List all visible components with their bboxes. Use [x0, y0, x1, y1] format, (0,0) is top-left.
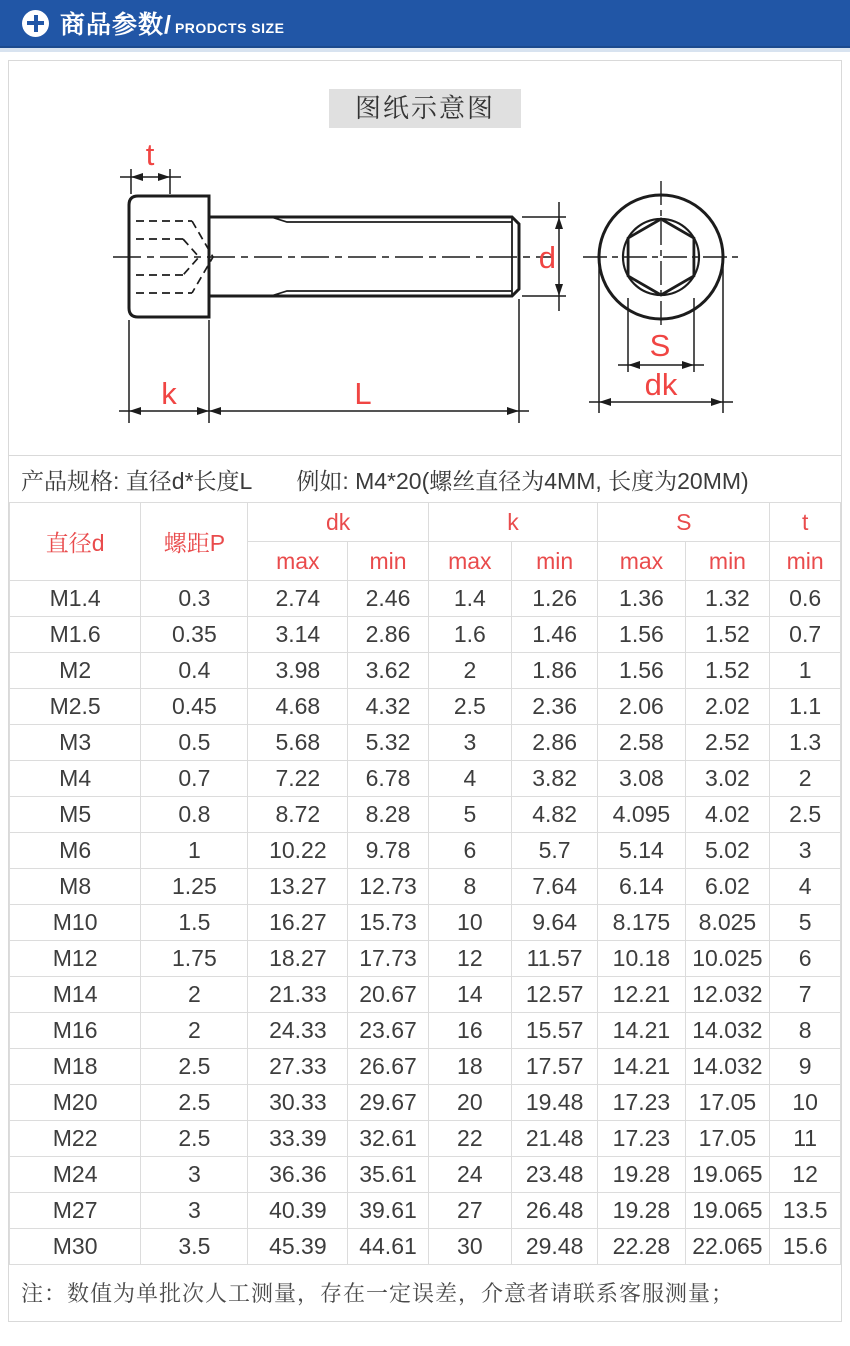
table-cell: M16 [10, 1013, 141, 1049]
table-cell: 12 [770, 1157, 841, 1193]
col-header-diameter: 直径d [10, 503, 141, 581]
table-cell: M20 [10, 1085, 141, 1121]
table-cell: 8 [428, 869, 511, 905]
table-cell: 17.73 [348, 941, 429, 977]
table-cell: 4.82 [511, 797, 597, 833]
table-cell: 2.06 [598, 689, 685, 725]
table-cell: 44.61 [348, 1229, 429, 1265]
table-cell: 1.86 [511, 653, 597, 689]
table-cell: 18 [428, 1049, 511, 1085]
table-cell: 12.032 [685, 977, 770, 1013]
table-cell: 10 [770, 1085, 841, 1121]
table-cell: 4 [770, 869, 841, 905]
col-header-t: t [770, 503, 841, 542]
table-cell: 1.3 [770, 725, 841, 761]
table-cell: 16.27 [248, 905, 348, 941]
table-cell: 1.56 [598, 617, 685, 653]
table-cell: 2.52 [685, 725, 770, 761]
table-cell: 6.14 [598, 869, 685, 905]
table-cell: 24.33 [248, 1013, 348, 1049]
subcol-s-min: min [685, 542, 770, 581]
table-cell: 5.32 [348, 725, 429, 761]
header-title-en: PRODCTS SIZE [174, 19, 285, 36]
subcol-dk-max: max [248, 542, 348, 581]
table-cell: 14.21 [598, 1013, 685, 1049]
table-row [10, 689, 841, 725]
table-cell: 40.39 [248, 1193, 348, 1229]
drawing-title: 图纸示意图 [329, 89, 521, 128]
table-cell: 4.68 [248, 689, 348, 725]
table-cell: 8 [770, 1013, 841, 1049]
table-cell: 3 [141, 1157, 248, 1193]
table-cell: 3.82 [511, 761, 597, 797]
table-cell: 9.78 [348, 833, 429, 869]
table-row [10, 1085, 841, 1121]
table-cell: 4 [428, 761, 511, 797]
table-cell: 6 [428, 833, 511, 869]
table-cell: 8.72 [248, 797, 348, 833]
table-cell: 5.14 [598, 833, 685, 869]
table-cell: 19.28 [598, 1157, 685, 1193]
table-cell: M18 [10, 1049, 141, 1085]
subcol-t-min: min [770, 542, 841, 581]
table-cell: 15.6 [770, 1229, 841, 1265]
table-row [10, 1229, 841, 1265]
table-cell: 20 [428, 1085, 511, 1121]
table-cell: 3 [428, 725, 511, 761]
table-cell: 1.26 [511, 581, 597, 617]
header-title-cn: 商品参数/ [60, 11, 172, 39]
table-cell: 21.33 [248, 977, 348, 1013]
table-cell: 6.02 [685, 869, 770, 905]
table-header [10, 503, 841, 581]
table-cell: 2.5 [428, 689, 511, 725]
table-cell: M5 [10, 797, 141, 833]
table-cell: 1.25 [141, 869, 248, 905]
table-cell: 2 [141, 977, 248, 1013]
table-cell: 22.28 [598, 1229, 685, 1265]
measurement-note: 注：数值为单批次人工测量，存在一定误差，介意者请联系客服测量； [21, 1281, 735, 1306]
table-cell: 2.36 [511, 689, 597, 725]
table-row [10, 617, 841, 653]
table-cell: 12 [428, 941, 511, 977]
table-cell: 17.23 [598, 1121, 685, 1157]
table-cell: 4.32 [348, 689, 429, 725]
table-cell: 1.36 [598, 581, 685, 617]
table-cell: 5 [770, 905, 841, 941]
table-cell: 6 [770, 941, 841, 977]
table-row [10, 1049, 841, 1085]
table-cell: 19.48 [511, 1085, 597, 1121]
table-cell: 30.33 [248, 1085, 348, 1121]
table-cell: 36.36 [248, 1157, 348, 1193]
table-cell: 4.095 [598, 797, 685, 833]
table-row [10, 1157, 841, 1193]
table-cell: 5.68 [248, 725, 348, 761]
table-row [10, 1121, 841, 1157]
table-cell: 1.5 [141, 905, 248, 941]
table-row [10, 1013, 841, 1049]
table-cell: 2.5 [141, 1085, 248, 1121]
table-cell: 24 [428, 1157, 511, 1193]
table-header-row-1 [10, 503, 841, 542]
table-cell: M8 [10, 869, 141, 905]
table-cell: 16 [428, 1013, 511, 1049]
table-row [10, 725, 841, 761]
table-cell: 14 [428, 977, 511, 1013]
table-cell: 5 [428, 797, 511, 833]
table-cell: 13.5 [770, 1193, 841, 1229]
table-cell: 5.02 [685, 833, 770, 869]
table-cell: 2 [141, 1013, 248, 1049]
table-cell: M6 [10, 833, 141, 869]
table-cell: 0.45 [141, 689, 248, 725]
table-cell: 1.56 [598, 653, 685, 689]
table-cell: 18.27 [248, 941, 348, 977]
screw-side-view [113, 196, 551, 317]
table-cell: 2.74 [248, 581, 348, 617]
table-cell: 10.18 [598, 941, 685, 977]
table-cell: 32.61 [348, 1121, 429, 1157]
table-cell: 3 [141, 1193, 248, 1229]
table-cell: 39.61 [348, 1193, 429, 1229]
dim-label-t: t [145, 137, 155, 172]
table-cell: 2.5 [141, 1121, 248, 1157]
table-cell: 3.14 [248, 617, 348, 653]
header-divider-strip [0, 48, 850, 52]
spec-example-text: 例如: M4*20(螺丝直径为4MM, 长度为20MM) [296, 467, 749, 494]
table-cell: 3.5 [141, 1229, 248, 1265]
table-cell: 2.86 [348, 617, 429, 653]
table-cell: 12.57 [511, 977, 597, 1013]
table-cell: 2.5 [770, 797, 841, 833]
spec-format-line [9, 455, 841, 502]
table-cell: M1.6 [10, 617, 141, 653]
table-cell: 0.4 [141, 653, 248, 689]
table-cell: 35.61 [348, 1157, 429, 1193]
table-cell: 5.7 [511, 833, 597, 869]
table-cell: 2.86 [511, 725, 597, 761]
table-cell: 27 [428, 1193, 511, 1229]
table-cell: 2.58 [598, 725, 685, 761]
screw-end-view [583, 181, 739, 325]
table-cell: 0.6 [770, 581, 841, 617]
table-cell: 23.67 [348, 1013, 429, 1049]
table-cell: 1.1 [770, 689, 841, 725]
table-cell: 1 [770, 653, 841, 689]
table-cell: 1.4 [428, 581, 511, 617]
table-cell: 15.57 [511, 1013, 597, 1049]
table-row [10, 869, 841, 905]
table-cell: 2 [428, 653, 511, 689]
table-cell: 17.05 [685, 1121, 770, 1157]
table-cell: M4 [10, 761, 141, 797]
table-cell: M1.4 [10, 581, 141, 617]
table-cell: 14.21 [598, 1049, 685, 1085]
table-cell: M10 [10, 905, 141, 941]
dim-label-dk: dk [644, 367, 678, 402]
table-cell: 8.175 [598, 905, 685, 941]
table-cell: 19.065 [685, 1193, 770, 1229]
table-cell: 2.02 [685, 689, 770, 725]
table-cell: 0.35 [141, 617, 248, 653]
table-cell: 14.032 [685, 1013, 770, 1049]
subcol-s-max: max [598, 542, 685, 581]
table-cell: M3 [10, 725, 141, 761]
section-header-bar [0, 0, 850, 48]
table-cell: 11.57 [511, 941, 597, 977]
table-cell: 0.7 [770, 617, 841, 653]
table-cell: 1.52 [685, 653, 770, 689]
table-cell: M27 [10, 1193, 141, 1229]
table-cell: 0.3 [141, 581, 248, 617]
table-cell: 17.05 [685, 1085, 770, 1121]
dim-label-k: k [161, 376, 177, 411]
dimension-table [9, 502, 841, 1265]
table-cell: 3.08 [598, 761, 685, 797]
table-cell: 10 [428, 905, 511, 941]
table-cell: 3 [770, 833, 841, 869]
table-cell: 14.032 [685, 1049, 770, 1085]
technical-drawing-section [9, 61, 841, 455]
table-cell: 1.32 [685, 581, 770, 617]
table-row [10, 653, 841, 689]
col-header-k: k [428, 503, 598, 542]
subcol-k-max: max [428, 542, 511, 581]
table-cell: 0.5 [141, 725, 248, 761]
table-cell: 20.67 [348, 977, 429, 1013]
table-cell: M2.5 [10, 689, 141, 725]
table-cell: 26.67 [348, 1049, 429, 1085]
table-row [10, 797, 841, 833]
table-cell: 3.62 [348, 653, 429, 689]
table-cell: 29.48 [511, 1229, 597, 1265]
table-cell: 2 [770, 761, 841, 797]
dim-label-L: L [354, 376, 372, 411]
table-cell: 7 [770, 977, 841, 1013]
table-cell: 7.64 [511, 869, 597, 905]
table-cell: 27.33 [248, 1049, 348, 1085]
table-cell: M12 [10, 941, 141, 977]
table-cell: 4.02 [685, 797, 770, 833]
table-cell: 1.46 [511, 617, 597, 653]
subcol-k-min: min [511, 542, 597, 581]
table-cell: 2.46 [348, 581, 429, 617]
subcol-dk-min: min [348, 542, 429, 581]
table-cell: 29.67 [348, 1085, 429, 1121]
table-cell: 26.48 [511, 1193, 597, 1229]
table-cell: 8.025 [685, 905, 770, 941]
table-cell: 9 [770, 1049, 841, 1085]
table-cell: 1.75 [141, 941, 248, 977]
table-row [10, 761, 841, 797]
spec-format-text: 产品规格: 直径d*长度L [21, 467, 253, 494]
content-box [8, 60, 842, 1322]
dim-label-s: S [649, 328, 671, 363]
table-cell: 1 [141, 833, 248, 869]
table-cell: M14 [10, 977, 141, 1013]
table-cell: 33.39 [248, 1121, 348, 1157]
table-cell: M2 [10, 653, 141, 689]
dimension-t [120, 169, 181, 194]
table-cell: 12.73 [348, 869, 429, 905]
table-cell: 21.48 [511, 1121, 597, 1157]
table-cell: 9.64 [511, 905, 597, 941]
table-cell: 3.02 [685, 761, 770, 797]
table-cell: 0.7 [141, 761, 248, 797]
table-cell: 17.23 [598, 1085, 685, 1121]
table-cell: 3.98 [248, 653, 348, 689]
table-cell: 19.065 [685, 1157, 770, 1193]
dim-label-d: d [538, 240, 556, 275]
spec-table-body [10, 581, 841, 1265]
table-row [10, 905, 841, 941]
table-row [10, 977, 841, 1013]
col-header-s: S [598, 503, 770, 542]
table-cell: M24 [10, 1157, 141, 1193]
table-cell: 45.39 [248, 1229, 348, 1265]
table-cell: 2.5 [141, 1049, 248, 1085]
table-cell: 15.73 [348, 905, 429, 941]
table-cell: 6.78 [348, 761, 429, 797]
table-row [10, 833, 841, 869]
table-cell: 10.025 [685, 941, 770, 977]
table-cell: 23.48 [511, 1157, 597, 1193]
table-cell: 1.52 [685, 617, 770, 653]
table-cell: 12.21 [598, 977, 685, 1013]
table-cell: M30 [10, 1229, 141, 1265]
table-cell: 1.6 [428, 617, 511, 653]
table-row [10, 1193, 841, 1229]
table-row [10, 941, 841, 977]
table-cell: 13.27 [248, 869, 348, 905]
table-cell: 8.28 [348, 797, 429, 833]
table-cell: 19.28 [598, 1193, 685, 1229]
col-header-pitch: 螺距P [141, 503, 248, 581]
table-cell: 0.8 [141, 797, 248, 833]
table-cell: 10.22 [248, 833, 348, 869]
table-cell: 17.57 [511, 1049, 597, 1085]
table-cell: 30 [428, 1229, 511, 1265]
plus-circle-icon [22, 10, 49, 37]
col-header-dk: dk [248, 503, 428, 542]
table-cell: M22 [10, 1121, 141, 1157]
table-cell: 7.22 [248, 761, 348, 797]
table-cell: 11 [770, 1121, 841, 1157]
table-cell: 22.065 [685, 1229, 770, 1265]
table-cell: 22 [428, 1121, 511, 1157]
table-row [10, 581, 841, 617]
